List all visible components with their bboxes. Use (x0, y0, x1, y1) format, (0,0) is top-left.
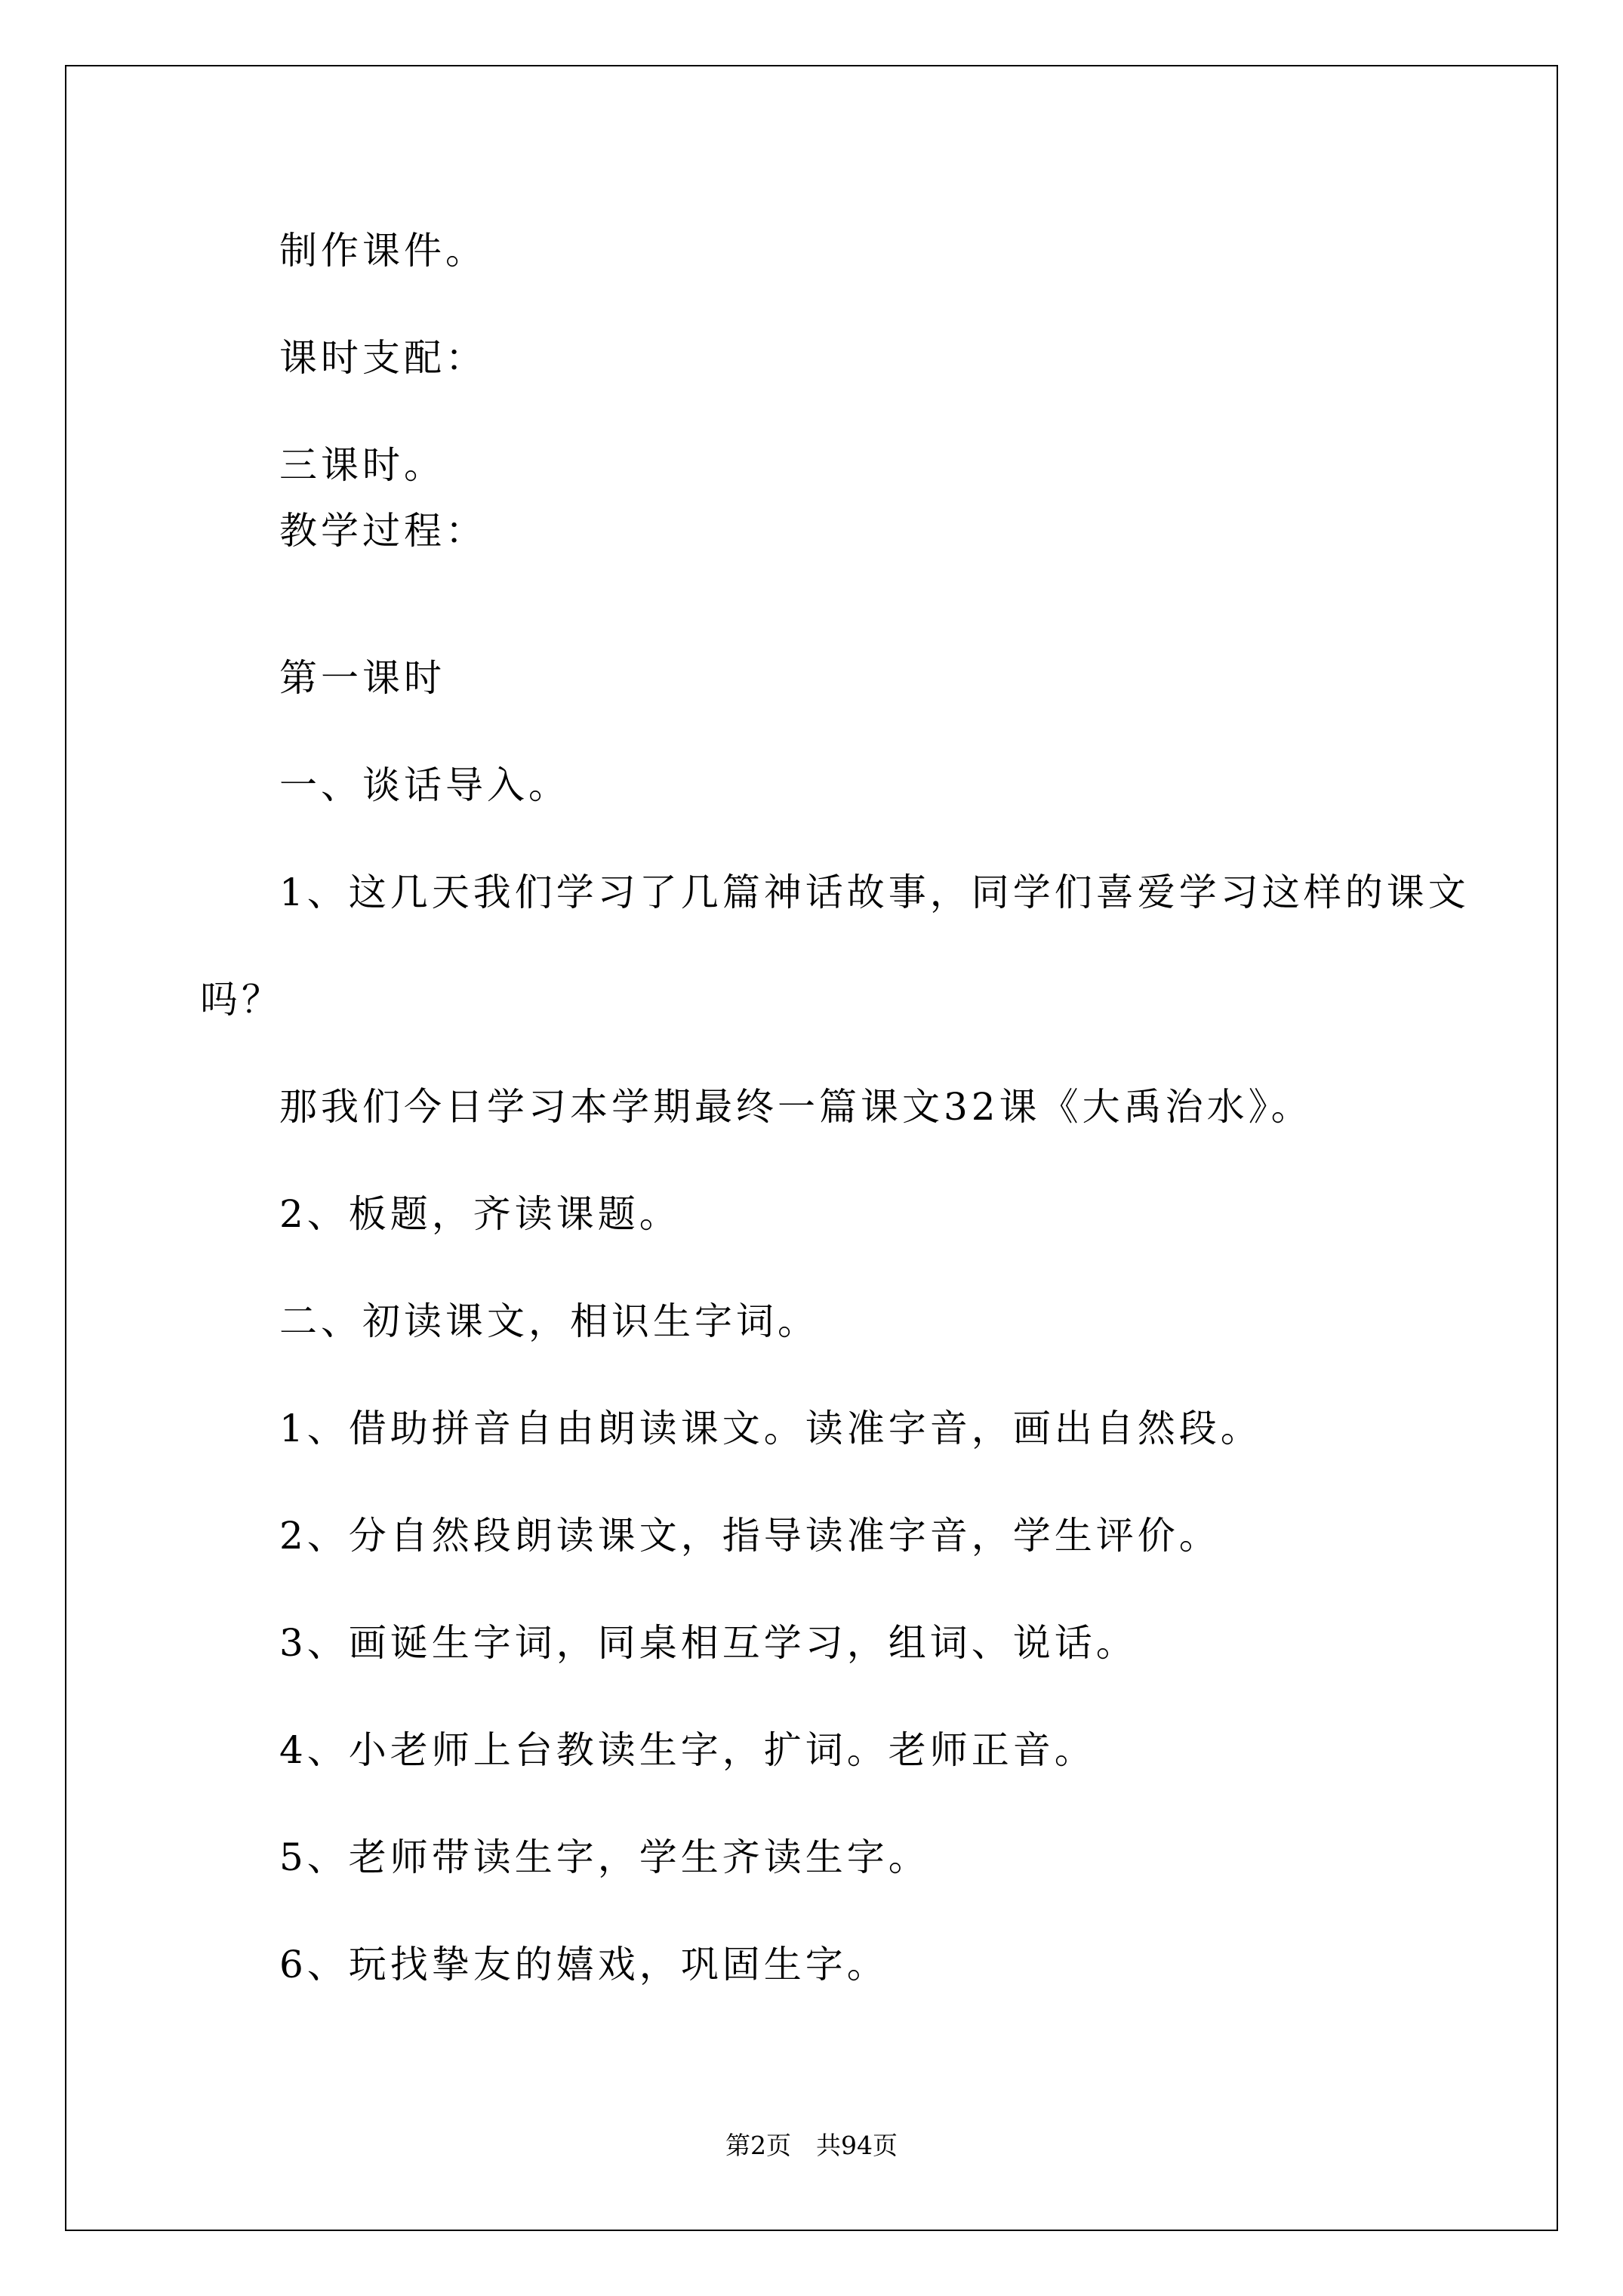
paragraph: 1、借助拼音自由朗读课文。读准字音，画出自然段。 (279, 1407, 1262, 1450)
paragraph: 2、分自然段朗读课文，指导读准字音，学生评价。 (279, 1514, 1221, 1558)
paragraph: 那我们今日学习本学期最终一篇课文32课《大禹治水》。 (279, 1085, 1313, 1129)
paragraph: 2、板题，齐读课题。 (279, 1192, 681, 1236)
paragraph: 1、这几天我们学习了几篇神话故事，同学们喜爱学习这样的课文 (279, 871, 1470, 914)
paragraph: 一、谈话导入。 (279, 763, 570, 807)
paragraph: 4、小老师上台教读生字，扩词。老师正音。 (279, 1728, 1096, 1772)
paragraph: 6、玩找挚友的嬉戏，巩固生字。 (279, 1943, 888, 1986)
paragraph: 5、老师带读生字，学生齐读生字。 (279, 1835, 930, 1879)
paragraph: 制作课件。 (279, 229, 487, 273)
paragraph: 第一课时 (279, 656, 445, 700)
paragraph: 吗？ (200, 978, 283, 1022)
paragraph: 教学过程： (279, 509, 487, 553)
paragraph: 3、画诞生字词，同桌相互学习，组词、说话。 (279, 1621, 1138, 1665)
page-footer: 第2页 共94页 (725, 2131, 898, 2160)
paragraph: 三课时。 (279, 443, 445, 487)
paragraph: 课时支配： (279, 336, 487, 380)
page-border (65, 65, 1558, 2231)
paragraph: 二、初读课文，相识生字词。 (279, 1299, 819, 1343)
